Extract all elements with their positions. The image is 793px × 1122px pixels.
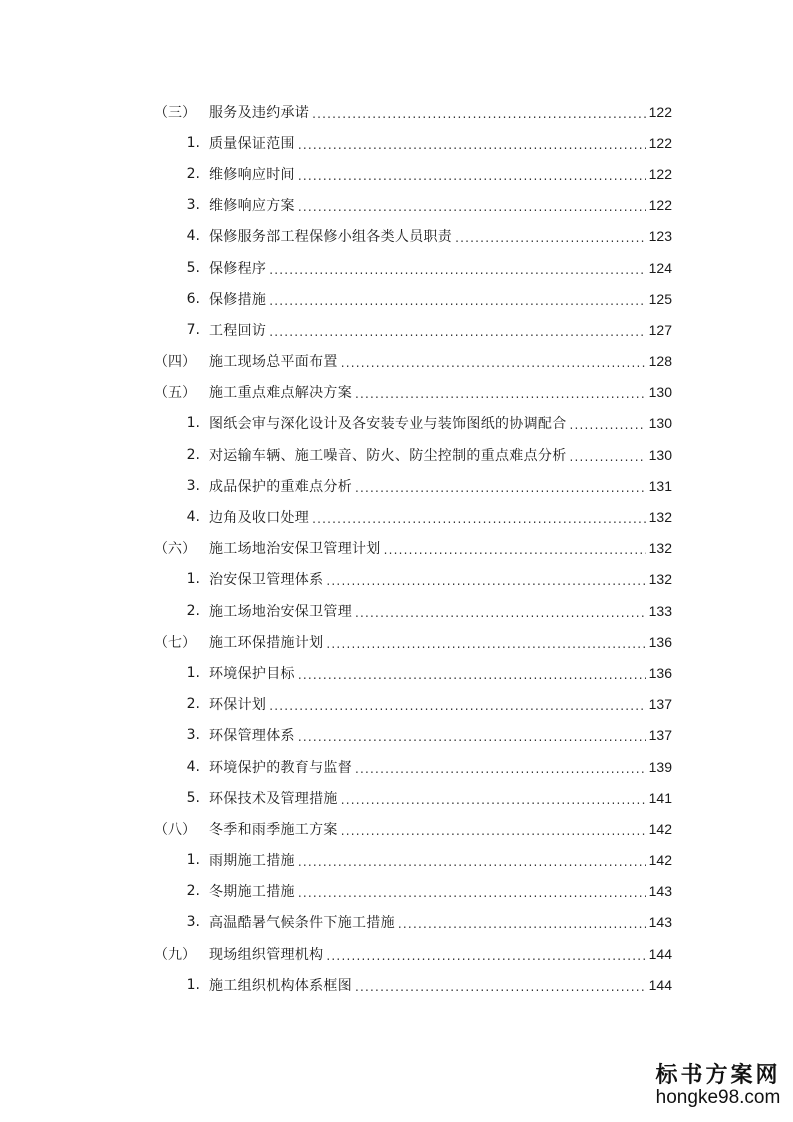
- toc-page-number: 122: [648, 103, 672, 120]
- toc-entry-number: （四）: [154, 354, 196, 371]
- toc-dot-leader: [398, 917, 646, 931]
- toc-entry-title: 施工场地治安保卫管理: [209, 603, 352, 620]
- toc-subsection-entry[interactable]: [0, 252, 793, 283]
- toc-entry-line: [209, 850, 672, 870]
- toc-subsection-entry[interactable]: [0, 876, 793, 907]
- toc-dot-leader: [326, 949, 645, 963]
- toc-section-entry[interactable]: [0, 377, 793, 408]
- toc-page-number: 131: [648, 477, 672, 494]
- toc-dot-leader: [355, 387, 646, 401]
- toc-entry-line: [209, 133, 672, 153]
- toc-entry-title: 环保技术及管理措施: [209, 790, 338, 807]
- toc-entry-line: [209, 912, 672, 932]
- toc-page-number: 127: [648, 321, 672, 338]
- toc-dot-leader: [455, 231, 646, 245]
- toc-entry-number: 4.: [186, 509, 200, 526]
- toc-entry-number: 5.: [186, 789, 200, 806]
- toc-entry-number: （七）: [154, 634, 196, 651]
- toc-entry-line: [209, 881, 672, 901]
- toc-entry-title: 冬期施工措施: [209, 884, 295, 901]
- toc-dot-leader: [298, 668, 646, 682]
- toc-dot-leader: [384, 543, 646, 557]
- toc-entry-number: 1.: [186, 134, 200, 151]
- toc-entry-title: 环保计划: [209, 697, 267, 714]
- toc-entry-line: [209, 538, 672, 558]
- toc-entry-title: 边角及收口处理: [209, 510, 310, 527]
- toc-entry-line: [209, 944, 672, 964]
- toc-subsection-entry[interactable]: [0, 564, 793, 595]
- toc-entry-title: 现场组织管理机构: [209, 946, 324, 963]
- toc-page-number: 139: [648, 758, 672, 775]
- toc-subsection-entry[interactable]: [0, 439, 793, 470]
- toc-page-number: 130: [648, 384, 672, 401]
- toc-entry-title: 高温酷暑气候条件下施工措施: [209, 915, 395, 932]
- toc-entry-title: 维修响应时间: [209, 166, 295, 183]
- toc-entry-number: 1.: [186, 852, 200, 869]
- toc-entry-number: 7.: [186, 321, 200, 338]
- toc-entry-line: [209, 476, 672, 496]
- toc-entry-number: 6.: [186, 290, 200, 307]
- toc-page-number: 136: [648, 664, 672, 681]
- toc-entry-line: [209, 788, 672, 808]
- toc-entry-line: [209, 164, 672, 184]
- toc-entry-line: [209, 320, 672, 340]
- toc-page-number: 122: [648, 197, 672, 214]
- toc-entry-title: 治安保卫管理体系: [209, 572, 324, 589]
- toc-entry-line: [209, 195, 672, 215]
- toc-page-number: 125: [648, 290, 672, 307]
- toc-subsection-entry[interactable]: [0, 969, 793, 1000]
- toc-subsection-entry[interactable]: [0, 689, 793, 720]
- toc-entry-line: [209, 102, 672, 122]
- toc-entry-title: 服务及违约承诺: [209, 104, 310, 121]
- toc-dot-leader: [570, 418, 646, 432]
- watermark-title: 标书方案网: [655, 1062, 781, 1088]
- toc-entry-line: [209, 289, 672, 309]
- toc-page-number: 144: [648, 945, 672, 962]
- toc-subsection-entry[interactable]: [0, 595, 793, 626]
- toc-entry-title: 施工环保措施计划: [209, 634, 324, 651]
- toc-dot-leader: [298, 730, 646, 744]
- toc-entry-title: 雨期施工措施: [209, 853, 295, 870]
- toc-subsection-entry[interactable]: [0, 127, 793, 158]
- toc-entry-number: 2.: [186, 883, 200, 900]
- toc-entry-title: 成品保护的重难点分析: [209, 478, 352, 495]
- toc-entry-number: 1.: [186, 976, 200, 993]
- toc-entry-number: （三）: [154, 104, 196, 121]
- toc-entry-title: 工程回访: [209, 322, 267, 339]
- toc-entry-line: [209, 694, 672, 714]
- toc-dot-leader: [269, 325, 645, 339]
- watermark-url: hongke98.com: [655, 1087, 781, 1108]
- toc-entry-number: 3.: [186, 727, 200, 744]
- toc-entry-title: 环境保护目标: [209, 665, 295, 682]
- toc-entry-number: 1.: [186, 415, 200, 432]
- toc-subsection-entry[interactable]: [0, 158, 793, 189]
- toc-dot-leader: [570, 450, 646, 464]
- toc-page-number: 122: [648, 165, 672, 182]
- toc-subsection-entry[interactable]: [0, 845, 793, 876]
- toc-section-entry[interactable]: [0, 96, 793, 127]
- toc-subsection-entry[interactable]: [0, 720, 793, 751]
- toc-section-entry[interactable]: [0, 533, 793, 564]
- toc-entry-number: 4.: [186, 758, 200, 775]
- toc-subsection-entry[interactable]: [0, 657, 793, 688]
- toc-dot-leader: [312, 512, 646, 526]
- toc-page-number: 142: [648, 820, 672, 837]
- toc-entry-title: 图纸会审与深化设计及各安装专业与装饰图纸的协调配合: [209, 416, 567, 433]
- toc-subsection-entry[interactable]: [0, 470, 793, 501]
- toc-entry-number: 4.: [186, 228, 200, 245]
- toc-entry-title: 保修措施: [209, 291, 267, 308]
- toc-entry-line: [209, 632, 672, 652]
- toc-page-number: 124: [648, 259, 672, 276]
- site-watermark: [648, 1064, 788, 1107]
- toc-page-number: 132: [648, 540, 672, 557]
- toc-page-number: 132: [648, 509, 672, 526]
- toc-subsection-entry[interactable]: [0, 408, 793, 439]
- toc-entry-number: （六）: [154, 541, 196, 558]
- toc-subsection-entry[interactable]: [0, 221, 793, 252]
- toc-entry-line: [209, 258, 672, 278]
- toc-dot-leader: [326, 637, 645, 651]
- toc-subsection-entry[interactable]: [0, 751, 793, 782]
- toc-subsection-entry[interactable]: [0, 314, 793, 345]
- toc-dot-leader: [326, 574, 645, 588]
- toc-entry-title: 施工组织机构体系框图: [209, 977, 352, 994]
- toc-entry-line: [209, 757, 672, 777]
- toc-entry-number: 2.: [186, 696, 200, 713]
- toc-entry-title: 环境保护的教育与监督: [209, 759, 352, 776]
- toc-dot-leader: [312, 107, 646, 121]
- toc-dot-leader: [355, 762, 646, 776]
- toc-subsection-entry[interactable]: [0, 283, 793, 314]
- toc-entry-number: 3.: [186, 197, 200, 214]
- toc-dot-leader: [298, 855, 646, 869]
- toc-entry-number: 1.: [186, 664, 200, 681]
- toc-subsection-entry[interactable]: [0, 190, 793, 221]
- toc-dot-leader: [341, 793, 646, 807]
- toc-subsection-entry[interactable]: [0, 907, 793, 938]
- table-of-contents: [0, 96, 793, 1000]
- toc-page-number: 133: [648, 602, 672, 619]
- toc-entry-title: 施工场地治安保卫管理计划: [209, 541, 381, 558]
- toc-entry-line: [209, 507, 672, 527]
- toc-dot-leader: [298, 886, 646, 900]
- toc-subsection-entry[interactable]: [0, 782, 793, 813]
- toc-entry-line: [209, 663, 672, 683]
- toc-dot-leader: [341, 356, 646, 370]
- toc-entry-line: [209, 226, 672, 246]
- toc-entry-line: [209, 351, 672, 371]
- toc-page-number: 144: [648, 976, 672, 993]
- toc-page-number: 141: [648, 789, 672, 806]
- toc-entry-title: 保修服务部工程保修小组各类人员职责: [209, 229, 453, 246]
- toc-section-entry[interactable]: [0, 813, 793, 844]
- toc-dot-leader: [355, 980, 646, 994]
- toc-entry-line: [209, 413, 672, 433]
- toc-entry-line: [209, 382, 672, 402]
- toc-entry-title: 保修程序: [209, 260, 267, 277]
- toc-entry-line: [209, 725, 672, 745]
- toc-entry-number: 5.: [186, 259, 200, 276]
- toc-entry-line: [209, 975, 672, 995]
- toc-page-number: 132: [648, 571, 672, 588]
- toc-entry-number: 1.: [186, 571, 200, 588]
- toc-page-number: 143: [648, 914, 672, 931]
- toc-entry-line: [209, 601, 672, 621]
- toc-dot-leader: [269, 699, 645, 713]
- toc-dot-leader: [355, 606, 646, 620]
- toc-entry-number: 2.: [186, 446, 200, 463]
- toc-page-number: 142: [648, 852, 672, 869]
- toc-page-number: 128: [648, 353, 672, 370]
- toc-subsection-entry[interactable]: [0, 501, 793, 532]
- toc-entry-number: （五）: [154, 385, 196, 402]
- toc-entry-line: [209, 445, 672, 465]
- toc-page-number: 123: [648, 228, 672, 245]
- toc-entry-number: （九）: [154, 946, 196, 963]
- toc-entry-title: 冬季和雨季施工方案: [209, 821, 338, 838]
- toc-page-number: 130: [648, 415, 672, 432]
- toc-entry-title: 质量保证范围: [209, 135, 295, 152]
- toc-dot-leader: [341, 824, 646, 838]
- toc-page-number: 136: [648, 633, 672, 650]
- toc-entry-number: 3.: [186, 914, 200, 931]
- toc-entry-title: 施工现场总平面布置: [209, 354, 338, 371]
- toc-entry-line: [209, 819, 672, 839]
- toc-dot-leader: [298, 200, 646, 214]
- toc-section-entry[interactable]: [0, 346, 793, 377]
- toc-entry-title: 环保管理体系: [209, 728, 295, 745]
- toc-entry-title: 维修响应方案: [209, 198, 295, 215]
- toc-entry-number: 3.: [186, 477, 200, 494]
- toc-entry-number: 2.: [186, 602, 200, 619]
- toc-entry-number: （八）: [154, 821, 196, 838]
- toc-page-number: 130: [648, 446, 672, 463]
- toc-page-number: 143: [648, 883, 672, 900]
- toc-page-number: 122: [648, 134, 672, 151]
- toc-dot-leader: [269, 294, 645, 308]
- toc-section-entry[interactable]: [0, 626, 793, 657]
- toc-entry-line: [209, 569, 672, 589]
- toc-page-number: 137: [648, 727, 672, 744]
- toc-dot-leader: [298, 138, 646, 152]
- toc-entry-number: 2.: [186, 165, 200, 182]
- toc-dot-leader: [269, 263, 645, 277]
- toc-page-number: 137: [648, 696, 672, 713]
- toc-section-entry[interactable]: [0, 938, 793, 969]
- toc-entry-title: 施工重点难点解决方案: [209, 385, 352, 402]
- toc-entry-title: 对运输车辆、施工噪音、防火、防尘控制的重点难点分析: [209, 447, 567, 464]
- toc-dot-leader: [355, 481, 646, 495]
- toc-dot-leader: [298, 169, 646, 183]
